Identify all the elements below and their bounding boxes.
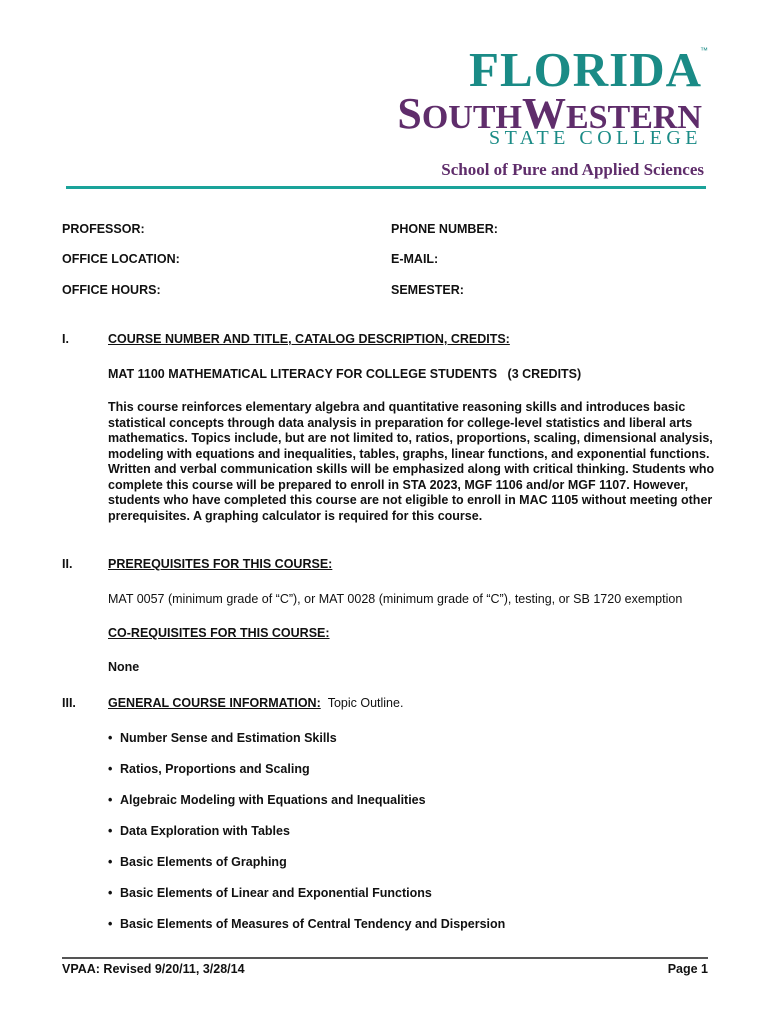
office-location-label: OFFICE LOCATION: bbox=[62, 252, 180, 266]
logo-southwestern: SOUTHWESTERN bbox=[397, 89, 702, 138]
corequisites-heading: CO-REQUISITES FOR THIS COURSE: bbox=[108, 626, 330, 640]
topic-item: • Basic Elements of Measures of Central Tendency and Dispersion bbox=[108, 917, 506, 931]
section-1-number: I. bbox=[62, 332, 69, 346]
section-3-heading: GENERAL COURSE INFORMATION: bbox=[108, 696, 321, 710]
logo-trademark: ™ bbox=[700, 46, 708, 55]
topic-item: • Ratios, Proportions and Scaling bbox=[108, 762, 310, 776]
section-2-number: II. bbox=[62, 557, 73, 571]
prerequisites-text: MAT 0057 (minimum grade of “C”), or MAT 0028 (minimum grade of “C”), testing, or SB 1720 exemption bbox=[108, 592, 683, 606]
logo-florida: FLORIDA bbox=[469, 42, 702, 97]
topic-item: • Basic Elements of Linear and Exponential Functions bbox=[108, 886, 432, 900]
section-2-heading: PREREQUISITES FOR THIS COURSE: bbox=[108, 557, 333, 571]
topic-item: • Basic Elements of Graphing bbox=[108, 855, 287, 869]
semester-label: SEMESTER: bbox=[391, 283, 464, 297]
topic-item: • Algebraic Modeling with Equations and Inequalities bbox=[108, 793, 426, 807]
office-hours-label: OFFICE HOURS: bbox=[62, 283, 161, 297]
topic-item: • Data Exploration with Tables bbox=[108, 824, 290, 838]
footer-divider bbox=[62, 957, 708, 959]
header-divider bbox=[66, 186, 706, 189]
college-logo bbox=[396, 42, 708, 150]
page-number: Page 1 bbox=[667, 962, 708, 976]
corequisites-text: None bbox=[108, 660, 140, 674]
section-1-heading: COURSE NUMBER AND TITLE, CATALOG DESCRIPTION, CREDITS: bbox=[108, 332, 510, 346]
section-3-heading-line bbox=[108, 696, 403, 710]
professor-label: PROFESSOR: bbox=[62, 222, 145, 236]
topic-item: • Number Sense and Estimation Skills bbox=[108, 731, 337, 745]
course-title: MAT 1100 MATHEMATICAL LITERACY FOR COLLEGE STUDENTS (3 CREDITS) bbox=[108, 367, 582, 381]
logo-state-college: STATE COLLEGE bbox=[489, 127, 702, 149]
email-label: E-MAIL: bbox=[391, 252, 439, 266]
school-name: School of Pure and Applied Sciences bbox=[441, 160, 704, 179]
revision-note: VPAA: Revised 9/20/11, 3/28/14 bbox=[62, 962, 245, 976]
course-description: This course reinforces elementary algebra and quantitative reasoning skills and introduces basic statistical concepts through data analysis in preparation for college-level statistics and liberal arts mathematics. Topics include, but are not limited to, ratios, proportions, scaling, dimensional analysis, modeling with equations and inequalities, tables, graphs, linear functions, and exponential functions. Written and verbal communication skills will be emphasized along with critical thinking. Students who complete this course will be prepared to enroll in STA 2023, MGF 1106 and/or MGF 1107. However, students who have completed this course are not eligible to enroll in MAC 1105 without meeting other prerequisites. A graphing calculator is required for this course. bbox=[108, 400, 715, 523]
section-3-suffix: Topic Outline. bbox=[327, 696, 404, 710]
phone-label: PHONE NUMBER: bbox=[391, 222, 498, 236]
section-3-number: III. bbox=[62, 696, 76, 710]
